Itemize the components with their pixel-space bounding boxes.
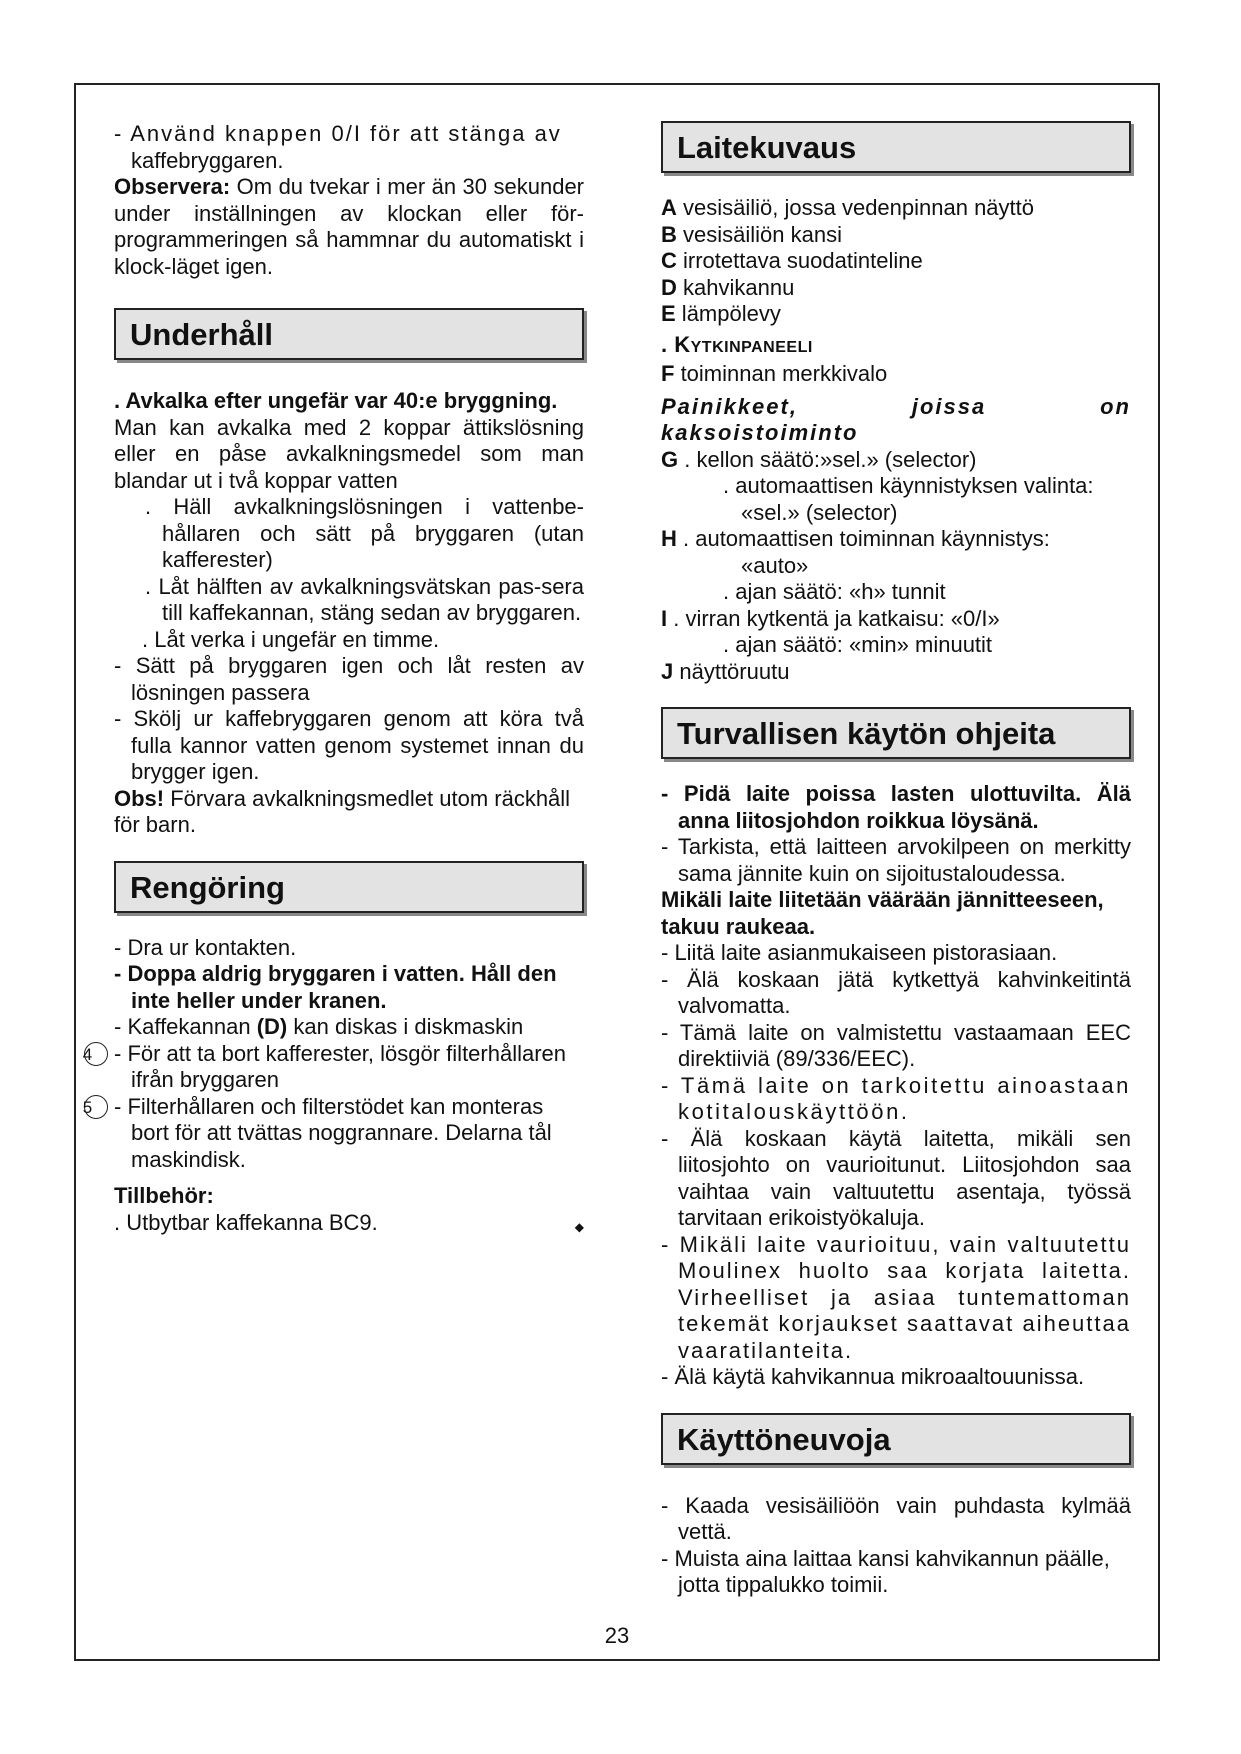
rengoring-item-1: - Dra ur kontakten. [114, 934, 297, 960]
underhall-obs [114, 786, 584, 839]
part-h-sub-2: . ajan säätö: «h» tunnit [723, 579, 946, 604]
safety-item-5: - Älä koskaan jätä kytkettyä kahvinkeitintä valvomatta. [661, 966, 1131, 1018]
heading-turvallisen: Turvallisen käytön ohjeita [661, 707, 1131, 759]
part-text: kahvikannu [676, 274, 795, 300]
heading-underhall: Underhåll [114, 308, 584, 360]
item-3-text-a: - Kaffekannan [114, 1014, 257, 1039]
safety-item-10: - Älä käytä kahvikannua mikroaaltouunissa. [661, 1364, 1085, 1389]
safety-item-7: - Tämä laite on tarkoitettu ainoastaan kotitalouskäyttöön. [661, 1072, 1131, 1124]
part-g-sub-1: . automaattisen käynnistyksen valinta: [723, 473, 1094, 498]
item-3-ref: (D) [256, 1014, 288, 1039]
part-text: . automaattisen toiminnan käynnistys: [676, 526, 1050, 551]
part-text: . virran kytkentä ja katkaisu: «0/I» [667, 605, 1000, 631]
item-5-text: - Filterhållaren och filterstödet kan monteras bort för att tvättas noggrannare. Delarna tål maskindisk. [114, 1093, 552, 1172]
figure-ref-4: 4 [84, 1042, 108, 1066]
part-key: D [661, 274, 677, 300]
safety-item-8: - Älä koskaan käytä laitetta, mikäli sen liitosjohto on vaurioitunut. Liitosjohdon saa vaihtaa vain valtuutettu asentaja, työssä tarvitaan erikoistyökaluja. [661, 1125, 1131, 1230]
safety-item-9: - Mikäli laite vaurioituu, vain valtuutettu Moulinex huolto saa korjata laitetta. Virheelliset ja asiaa tuntemattoman tekemät korjaukset saattavat aiheuttaa vaaratilanteita. [661, 1231, 1131, 1363]
heading-laitekuvaus: Laitekuvaus [661, 121, 1131, 173]
dfh-word-2: joissa [911, 393, 987, 419]
heading-rengoring: Rengöring [114, 861, 584, 913]
intro-line-1: - Använd knappen 0/I för att stänga av [114, 121, 562, 146]
safety-item-3: Mikäli laite liitetään väärään jännitteeseen, takuu raukeaa. [661, 887, 1104, 939]
part-h [661, 526, 1131, 553]
obs-text: Förvara avkalkningsmedlet utom räckhåll för barn. [114, 785, 571, 837]
figure-ref-5: 5 [84, 1095, 108, 1119]
part-key: J [661, 658, 674, 684]
panel-first-letter: K [674, 331, 691, 357]
panel-dot: . [661, 331, 675, 357]
part-text: . kellon säätö:»sel.» (selector) [678, 446, 977, 472]
dfh-word-3: on [1100, 393, 1131, 419]
safety-item-1: - Pidä laite poissa lasten ulottuvilta. Älä anna liitosjohdon roikkua löysänä. [661, 781, 1131, 833]
part-a [661, 195, 1131, 222]
page-frame [74, 83, 1160, 1661]
underhall-lead: . Avkalka efter ungefär var 40:e bryggning. [114, 388, 558, 413]
part-text: vesisäiliön kansi [676, 221, 842, 247]
part-i-sub: . ajan säätö: «min» minuutit [723, 632, 993, 657]
part-key: I [661, 605, 668, 631]
page-number: 23 [604, 1623, 630, 1648]
rengoring-item-2: - Doppa aldrig bryggaren i vatten. Håll den inte heller under kranen. [114, 961, 557, 1013]
part-d [661, 275, 1131, 302]
item-3-text-c: kan diskas i diskmaskin [287, 1014, 524, 1039]
underhall-step-3: . Låt verka i ungefär en timme. [142, 626, 440, 652]
tillbehor-item-text: . Utbytbar kaffekanna BC9. [114, 1209, 378, 1235]
part-text: irrotettava suodatinteline [676, 248, 923, 273]
part-j [661, 659, 1131, 686]
underhall-paragraph: Man kan avkalka med 2 koppar ättikslösning eller en påse avkalkningsmedel som man blandar ut i två koppar vatten [114, 414, 584, 493]
right-column [661, 121, 1131, 1599]
part-key: A [661, 195, 677, 220]
part-text: lämpölevy [675, 301, 781, 326]
part-text: vesisäiliö, jossa vedenpinnan näyttö [676, 195, 1035, 220]
underhall-dash-1: - Sätt på bryggaren igen och låt resten av lösningen passera [114, 653, 584, 705]
part-e [661, 301, 1131, 328]
usage-item-1: - Kaada vesisäiliöön vain puhdasta kylmää vettä. [661, 1492, 1131, 1544]
safety-item-2: - Tarkista, että laitteen arvokilpeen on merkitty sama jännite kuin on sijoitustaloudessa. [661, 834, 1131, 886]
part-c [661, 248, 1131, 275]
part-key: F [661, 361, 675, 386]
heading-kayttoneuvoja: Käyttöneuvoja [661, 1413, 1131, 1465]
tillbehor-item [114, 1210, 584, 1237]
part-g [661, 447, 1131, 474]
parts-list [661, 195, 1131, 328]
intro-observera [114, 174, 584, 280]
observera-text: Om du tvekar i mer än 30 sekunder under inställningen av klockan eller för-programmeringen så hammnar du automatiskt i klock-läget igen. [114, 174, 584, 279]
underhall-step-1: . Häll avkalkningslösningen i vattenbe-hållaren och sätt på bryggaren (utan kafferester) [145, 494, 584, 572]
underhall-step-2: . Låt hälften av avkalkningsvätskan pas-sera till kaffekannan, stäng sedan av bryggaren. [145, 573, 584, 625]
part-text: näyttöruutu [673, 658, 790, 684]
part-key: B [661, 221, 677, 247]
rengoring-item-4 [82, 1040, 584, 1094]
double-function-heading-2: kaksoistoiminto [661, 420, 859, 445]
rengoring-item-5 [82, 1093, 584, 1174]
part-h-sub-1: «auto» [741, 552, 809, 578]
part-key: C [661, 248, 677, 273]
left-column [82, 121, 584, 1236]
rengoring-item-3 [114, 1014, 584, 1041]
part-b [661, 222, 1131, 249]
part-key: E [661, 301, 676, 326]
underhall-dash-2: - Skölj ur kaffebryggaren genom att köra två fulla kannor vatten genom systemet innan du brygger igen. [114, 706, 584, 784]
part-i [661, 606, 1131, 633]
part-text: toiminnan merkkivalo [674, 361, 888, 386]
panel-heading [661, 332, 1131, 362]
part-key: G [661, 446, 679, 472]
tillbehor-label: Tillbehör: [114, 1183, 214, 1208]
part-f [661, 361, 1131, 388]
dfh-word-1: Painikkeet, [661, 393, 798, 419]
item-4-text: - För att ta bort kafferester, lösgör filterhållaren ifrån bryggaren [114, 1040, 567, 1092]
intro-line-2: kaffebryggaren. [131, 147, 284, 173]
part-g-sub-2: «sel.» (selector) [741, 499, 898, 525]
end-diamond-icon: ◆ [574, 1219, 584, 1234]
obs-label: Obs! [114, 785, 165, 811]
double-function-heading [661, 394, 1131, 421]
safety-item-6: - Tämä laite on valmistettu vastaamaan EEC direktiiviä (89/336/EEC). [661, 1019, 1131, 1071]
panel-rest: YTKINPANEELI [690, 338, 813, 356]
part-key: H [661, 526, 677, 551]
usage-item-2: - Muista aina laittaa kansi kahvikannun päälle, jotta tippalukko toimii. [661, 1545, 1110, 1597]
observera-label: Observera: [114, 174, 231, 199]
safety-item-4: - Liitä laite asianmukaiseen pistorasiaan. [661, 940, 1058, 965]
